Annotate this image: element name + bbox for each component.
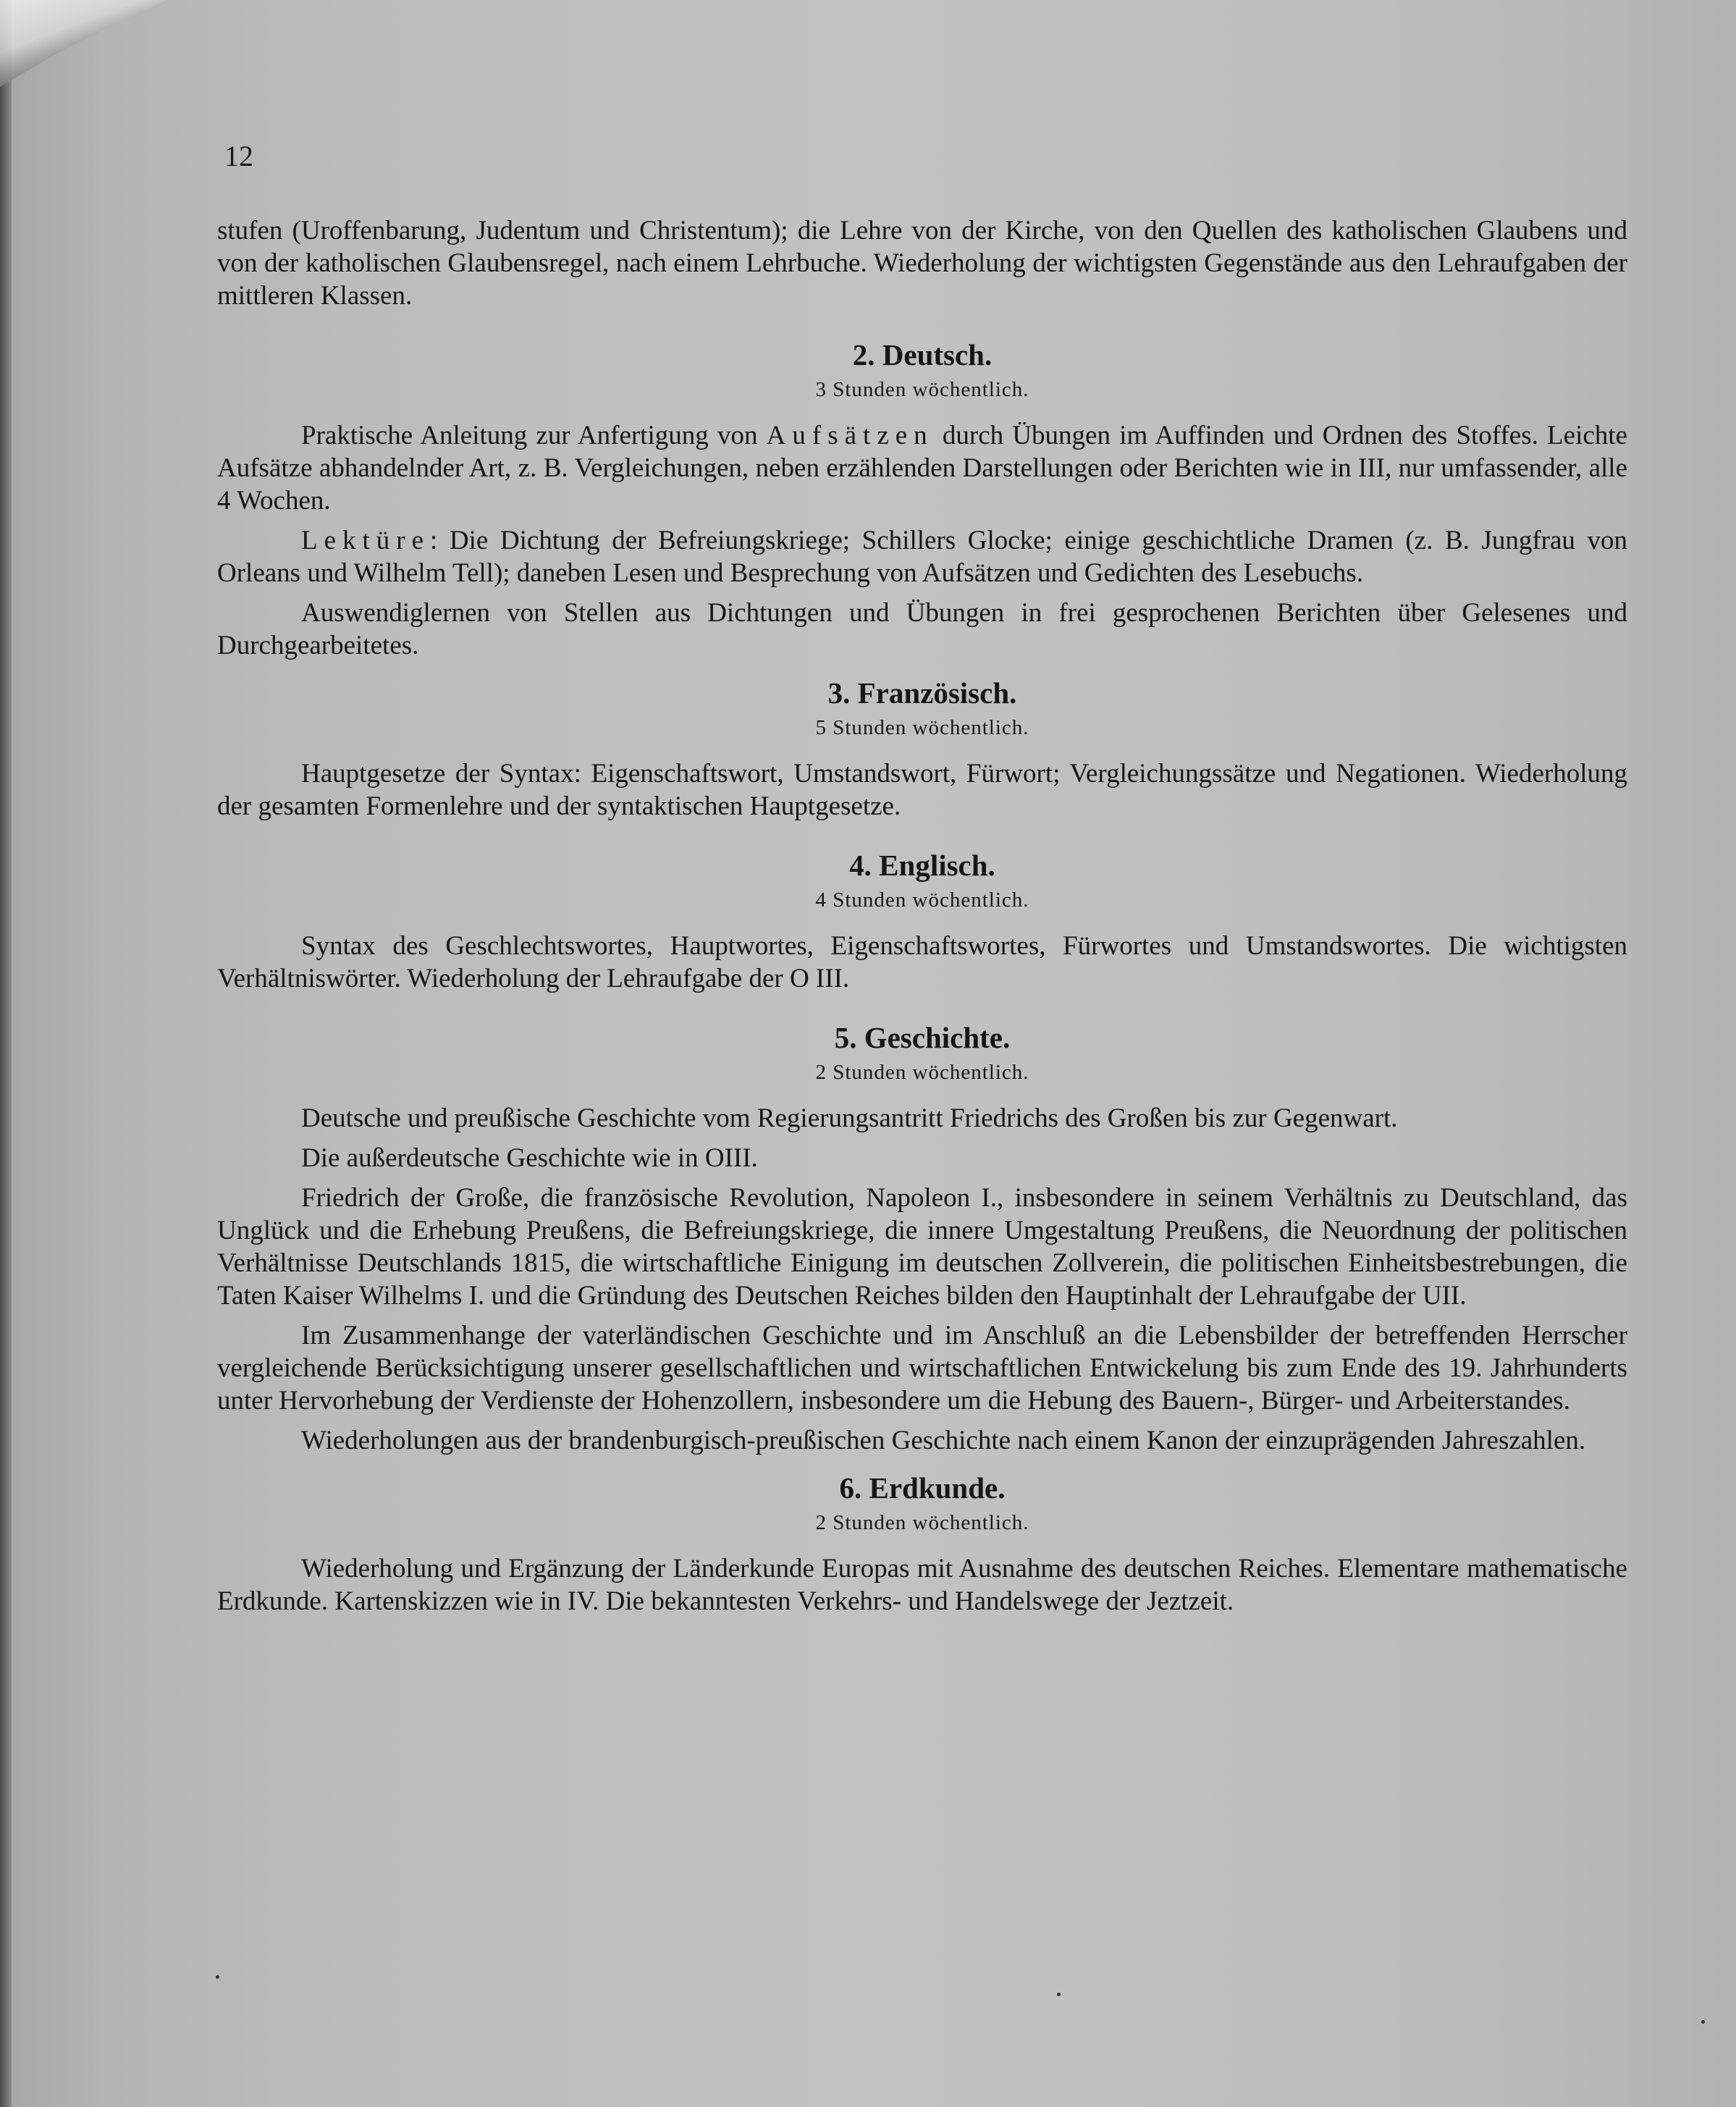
deutsch-paragraph-1: [217, 419, 1627, 517]
page-number: 12: [224, 140, 253, 172]
geschichte-paragraph-5: Wiederholungen aus der brandenburgisch-preußischen Geschichte nach einem Kanon der einzuprägenden Jahreszahlen.: [301, 1426, 1586, 1455]
section-title-erdkunde: 6. Erdkunde.: [839, 1471, 1006, 1505]
deutsch-paragraph-3: Auswendiglernen von Stellen aus Dichtungen und Übungen in frei gesprochenen Berichten über Gelesenes und Durchgearbeitetes.: [217, 598, 1627, 660]
deutsch-p1-before: Praktische Anleitung zur Anfertigung von: [301, 421, 767, 450]
section-title-franzoesisch: 3. Französisch.: [827, 676, 1017, 710]
geschichte-paragraph-4: Im Zusammenhange der vaterländischen Geschichte und im Anschluß an die Lebensbilder der betreffenden Herrscher vergleichende Berücksichtigung unserer gesellschaftlichen und wirtschaftlichen Entwickelung bis zum Ende des 19. Jahrhunderts unter Hervorhebung der Verdienste der Hohenzollern, insbesondere um die Hebung des Bauern-, Bürger- und Arbeiterstandes.: [217, 1321, 1627, 1416]
section-hours-erdkunde: 2 Stunden wöchentlich.: [815, 1511, 1029, 1534]
deutsch-p2-after: : Die Dichtung der Befreiungskriege; Schillers Glocke; einige geschichtliche Dramen (z. B. Jungfrau von Orleans und Wilhelm Tell); daneben Lesen und Besprechung von Aufsätzen und Gedichten des Lesebuchs.: [217, 526, 1627, 588]
deutsch-p2-spaced: Lektüre: [301, 526, 431, 555]
section-hours-englisch: 4 Stunden wöchentlich.: [815, 888, 1029, 912]
intro-paragraph: stufen (Uroffenbarung, Judentum und Christentum); die Lehre von der Kirche, von den Quellen des katholischen Glaubens und von der katholischen Glaubensregel, nach einem Lehrbuche. Wiederholung der wichtigsten Gegenstände aus den Lehraufgaben der mittleren Klassen.: [217, 216, 1627, 311]
section-title-englisch: 4. Englisch.: [849, 849, 995, 882]
section-hours-franzoesisch: 5 Stunden wöchentlich.: [815, 716, 1029, 739]
scan-speck: [1701, 2020, 1705, 2024]
section-title-deutsch: 2. Deutsch.: [852, 338, 993, 371]
section-title-geschichte: 5. Geschichte.: [834, 1021, 1011, 1054]
folded-corner: [0, 0, 167, 87]
section-hours-geschichte: 2 Stunden wöchentlich.: [815, 1061, 1029, 1084]
deutsch-p1-spaced: Aufsätzen: [766, 421, 934, 450]
section-hours-deutsch: 3 Stunden wöchentlich.: [815, 378, 1029, 401]
geschichte-paragraph-1: Deutsche und preußische Geschichte vom Regierungsantritt Friedrichs des Großen bis zur Gegenwart.: [301, 1103, 1398, 1133]
page-body: [217, 214, 1627, 1625]
page-edge-shadow: [0, 0, 12, 2107]
geschichte-paragraph-2: Die außerdeutsche Geschichte wie in OIII.: [301, 1143, 758, 1173]
scan-speck: [1057, 1993, 1061, 1996]
franzoesisch-paragraph-1: Hauptgesetze der Syntax: Eigenschaftswort, Umstandswort, Fürwort; Vergleichungssätze und Negationen. Wiederholung der gesamten Formenlehre und der syntaktischen Hauptgesetze.: [217, 759, 1627, 821]
geschichte-paragraph-3: Friedrich der Große, die französische Revolution, Napoleon I., insbesondere in seinem Verhältnis zu Deutschland, das Unglück und die Erhebung Preußens, die Befreiungskriege, die innere Umgestaltung Preußens, die Neuordnung der politischen Verhältnisse Deutschlands 1815, die wirtschaftliche Einigung im deutschen Zollverein, die politischen Einheitsbestrebungen, die Taten Kaiser Wilhelms I. und die Gründung des Deutschen Reiches bilden den Hauptinhalt der Lehraufgabe der UII.: [217, 1183, 1627, 1311]
deutsch-paragraph-2: [217, 524, 1627, 589]
scan-speck: [216, 1975, 219, 1979]
erdkunde-paragraph-1: Wiederholung und Ergänzung der Länderkunde Europas mit Ausnahme des deutschen Reiches. Elementare mathematische Erdkunde. Kartenskizzen wie in IV. Die bekanntesten Verkehrs- und Handelswege der Jeztzeit.: [217, 1554, 1627, 1616]
englisch-paragraph-1: Syntax des Geschlechtswortes, Hauptwortes, Eigenschaftswortes, Fürwortes und Umstandswortes. Die wichtigsten Verhältniswörter. Wiederholung der Lehraufgabe der O III.: [217, 931, 1627, 993]
deutsch-p1-after: durch Übungen im Auffinden und Ordnen des Stoffes. Leichte Aufsätze abhandelnder Art, z. B. Vergleichungen, neben erzählenden Darstellungen oder Berichten wie in III, nur umfassender, alle 4 Wochen.: [217, 421, 1627, 516]
